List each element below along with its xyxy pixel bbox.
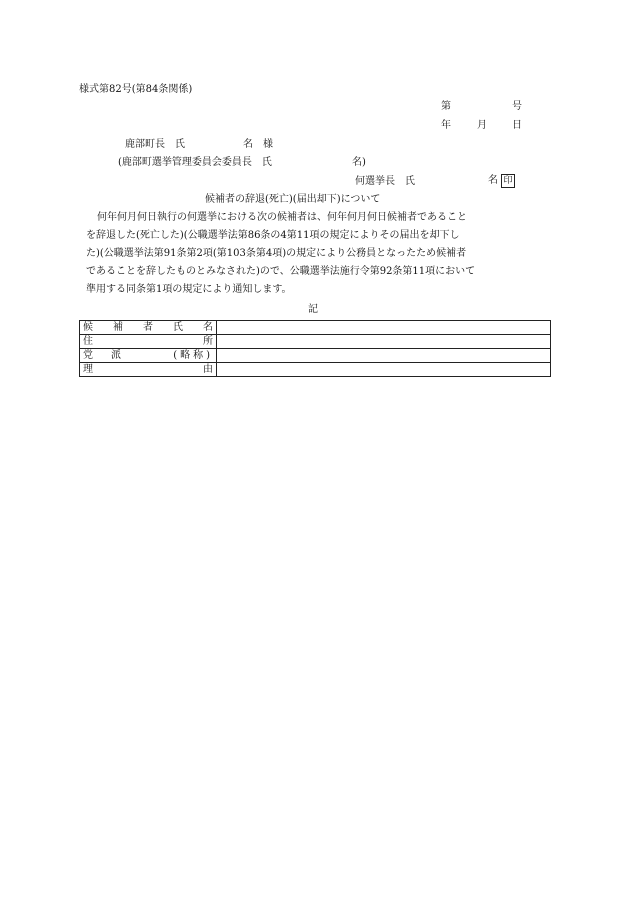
body-line: であることを辞したものとみなされた)ので、公職選挙法施行令第92条第11項において (86, 266, 476, 277)
candidate-name-value (217, 321, 551, 335)
addressee-name: 名 様 (243, 139, 273, 150)
body-line: を辞退した(死亡した)(公職選挙法第86条の4第11項の規定によりその届出を却下し (86, 230, 460, 241)
body-line: 準用する同条第1項の規定により通知します。 (86, 284, 292, 295)
doc-number-suffix: 号 (512, 101, 522, 112)
address-value (217, 335, 551, 349)
party-label: 党 派 (略称) (80, 349, 217, 363)
sender-title: 何選挙長 氏 (355, 176, 415, 187)
body-line: 何年何月何日執行の何選挙における次の候補者は、何年何月何日候補者であること (97, 212, 467, 223)
addressee-title: 鹿部町長 氏 (125, 139, 185, 150)
sender-name: 名 印 (488, 174, 515, 188)
seal-mark: 印 (501, 174, 515, 188)
address-label: 住 所 (80, 335, 217, 349)
table-row (80, 335, 551, 349)
reason-value (217, 363, 551, 377)
candidate-name-label: 候 補 者 氏 名 (80, 321, 217, 335)
body-line: た)(公職選挙法第91条第2項(第103条第4項)の規定により公務員となったため候補者 (86, 248, 467, 259)
reason-label: 理 由 (80, 363, 217, 377)
addressee-alt-name: 名) (352, 157, 366, 168)
party-value (217, 349, 551, 363)
record-table (79, 320, 551, 377)
form-number: 様式第82号(第84条関係) (79, 84, 193, 95)
table-row (80, 349, 551, 363)
date-year: 年 (441, 120, 451, 131)
table-row (80, 321, 551, 335)
date-month: 月 (477, 120, 487, 131)
addressee-alt-title: (鹿部町選挙管理委員会委員長 氏 (118, 157, 272, 168)
subject-heading: 候補者の辞退(死亡)(届出却下)について (205, 194, 381, 205)
ki-heading: 記 (308, 304, 318, 315)
date-day: 日 (512, 120, 522, 131)
table-row (80, 363, 551, 377)
doc-number-prefix: 第 (441, 101, 451, 112)
